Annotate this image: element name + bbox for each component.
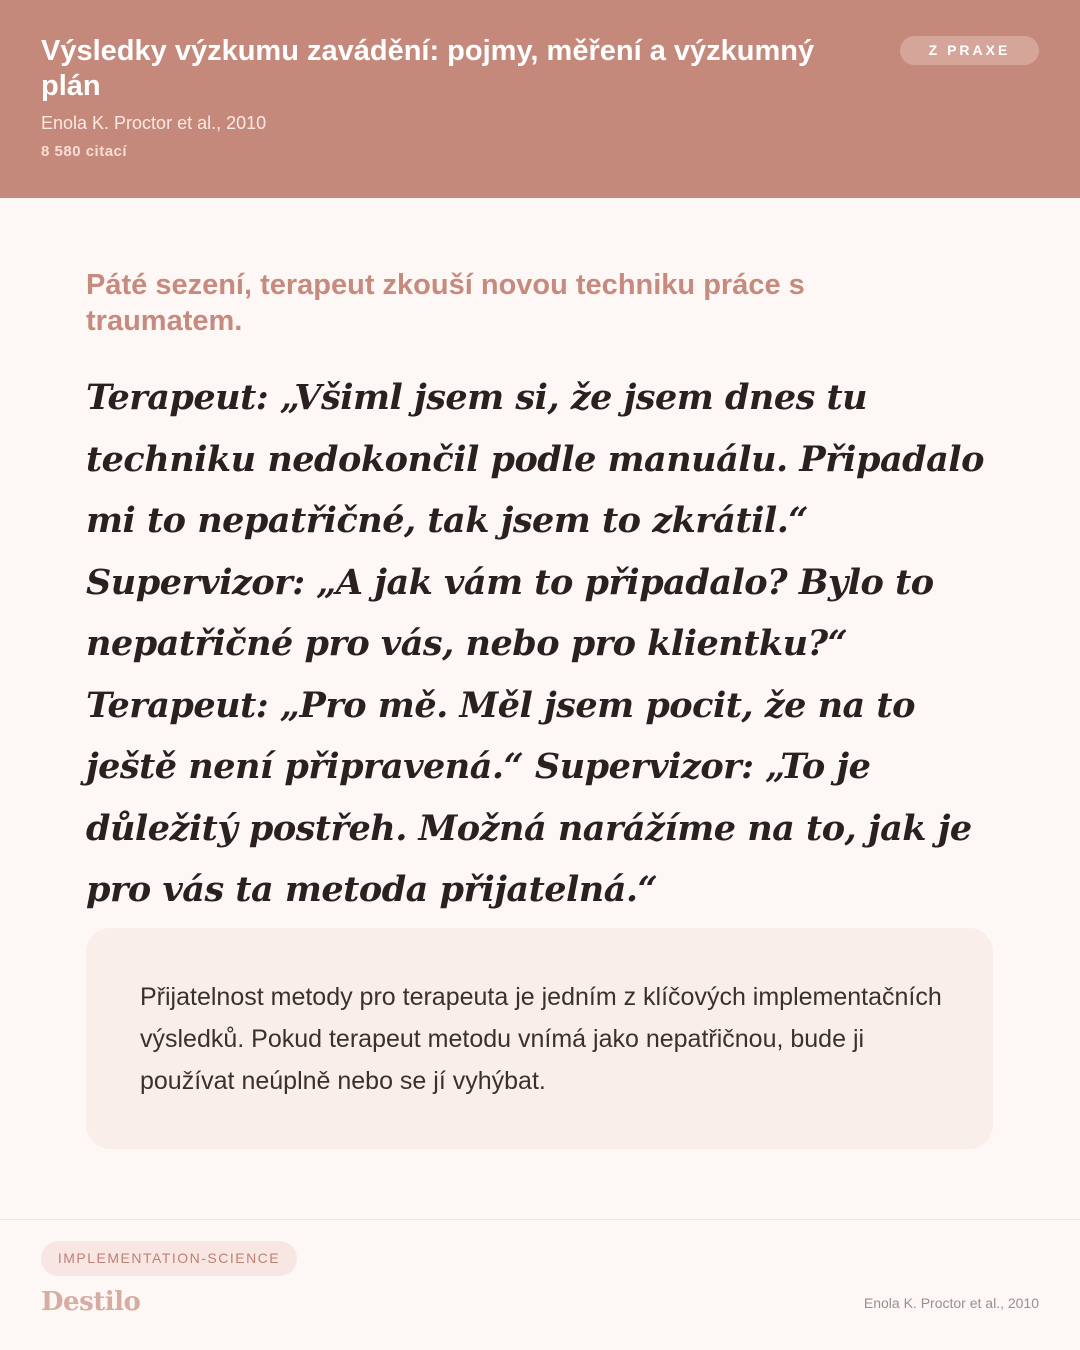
footer-reference: Enola K. Proctor et al., 2010 (863, 1295, 1039, 1311)
topic-tag[interactable]: IMPLEMENTATION-SCIENCE (41, 1241, 297, 1276)
scenario-heading: Páté sezení, terapeut zkouší novou techniku práce s traumatem. (86, 269, 805, 337)
dialogue-quote: Terapeut: „Všiml jsem si, že jsem dnes tu techniku nedokončil podle manuálu. Připadalo mi to nepatřičné, tak jsem to zkrátil.“ Supervizor: „A jak vám to připadalo? Bylo to nepatřičné pro vás, nebo pro klientku?“ Terapeut: „Pro mě. Měl jsem pocit, že na to ještě není připravená.“ Supervizor: „To je důležitý postřeh. Možná narážíme na to, jak je pro vás ta metoda přijatelná.“ (86, 377, 984, 910)
citation-count: 8 580 citací (41, 143, 128, 160)
header-banner (0, 0, 1080, 198)
brand-logo: Destilo (41, 1287, 141, 1317)
author-line: Enola K. Proctor et al., 2010 (41, 113, 267, 133)
footer-divider (0, 1219, 1080, 1220)
explanation-text: Přijatelnost metody pro terapeuta je jedním z klíčových implementačních výsledků. Pokud terapeut metodu vnímá jako nepatřičnou, bude ji používat neúplně nebo se jí vyhýbat. (140, 983, 942, 1095)
explanation-card (86, 928, 993, 1149)
page-title: Výsledky výzkumu zavádění: pojmy, měření a výzkumný plán (41, 35, 815, 102)
category-badge: Z PRAXE (900, 36, 1039, 65)
